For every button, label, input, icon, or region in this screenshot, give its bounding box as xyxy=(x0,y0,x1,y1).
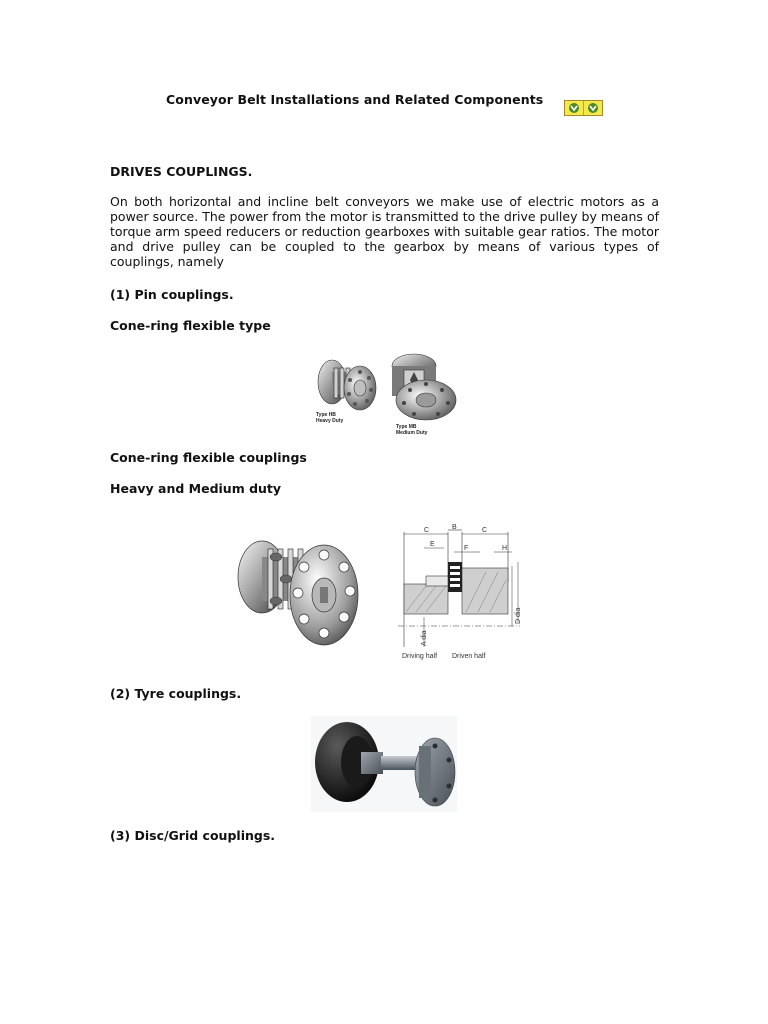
page-title xyxy=(166,92,543,107)
caption-type-hb: Type HB xyxy=(316,412,336,418)
prev-arrow-icon xyxy=(567,102,581,114)
heading-tyre-couplings: (2) Tyre couplings. xyxy=(110,686,242,701)
dim-b: B xyxy=(452,524,457,531)
nav-buttons xyxy=(564,100,603,116)
heading-cone-ring-type: Cone-ring flexible type xyxy=(110,318,271,333)
dim-e: E xyxy=(430,541,435,548)
prev-button[interactable] xyxy=(565,101,584,115)
intro-paragraph: On both horizontal and incline belt conveyors we make use of electric motors as a power source. The power from the motor is transmitted to the drive pulley by means of torque arm speed reducers or reduction gearboxes with suitable gear ratios. The motor and drive pulley can be coupled to the gearbox by means of various types of couplings, namely xyxy=(110,194,659,269)
dim-a-dia: A dia xyxy=(421,630,428,646)
caption-type-mb: Type MB xyxy=(396,424,417,430)
heading-pin-couplings: (1) Pin couplings. xyxy=(110,287,234,302)
caption-medium-duty: Medium Duty xyxy=(396,430,428,436)
heading-cone-ring-couplings: Cone-ring flexible couplings xyxy=(110,450,307,465)
dim-h: H xyxy=(502,545,508,552)
dim-f: F xyxy=(464,545,469,552)
dim-c-right: C xyxy=(482,527,488,534)
caption-heavy-duty: Heavy Duty xyxy=(316,418,344,424)
dim-c-left: C xyxy=(424,527,430,534)
heavy-duty-coupling-image xyxy=(234,527,362,649)
cone-ring-couplings-image xyxy=(310,348,460,436)
coupling-dimension-drawing xyxy=(396,522,526,662)
tyre-coupling-image xyxy=(311,716,457,812)
next-arrow-icon xyxy=(586,102,600,114)
dim-d-dia: D dia xyxy=(515,607,522,624)
heading-disc-grid-couplings: (3) Disc/Grid couplings. xyxy=(110,828,276,843)
label-driving-half: Driving half xyxy=(402,653,438,660)
heading-duty: Heavy and Medium duty xyxy=(110,481,282,496)
page-title-text: Conveyor Belt Installations and Related Components xyxy=(166,92,544,107)
label-driven-half: Driven half xyxy=(452,653,486,660)
section-heading: DRIVES COUPLINGS. xyxy=(110,164,253,179)
next-button[interactable] xyxy=(584,101,602,115)
